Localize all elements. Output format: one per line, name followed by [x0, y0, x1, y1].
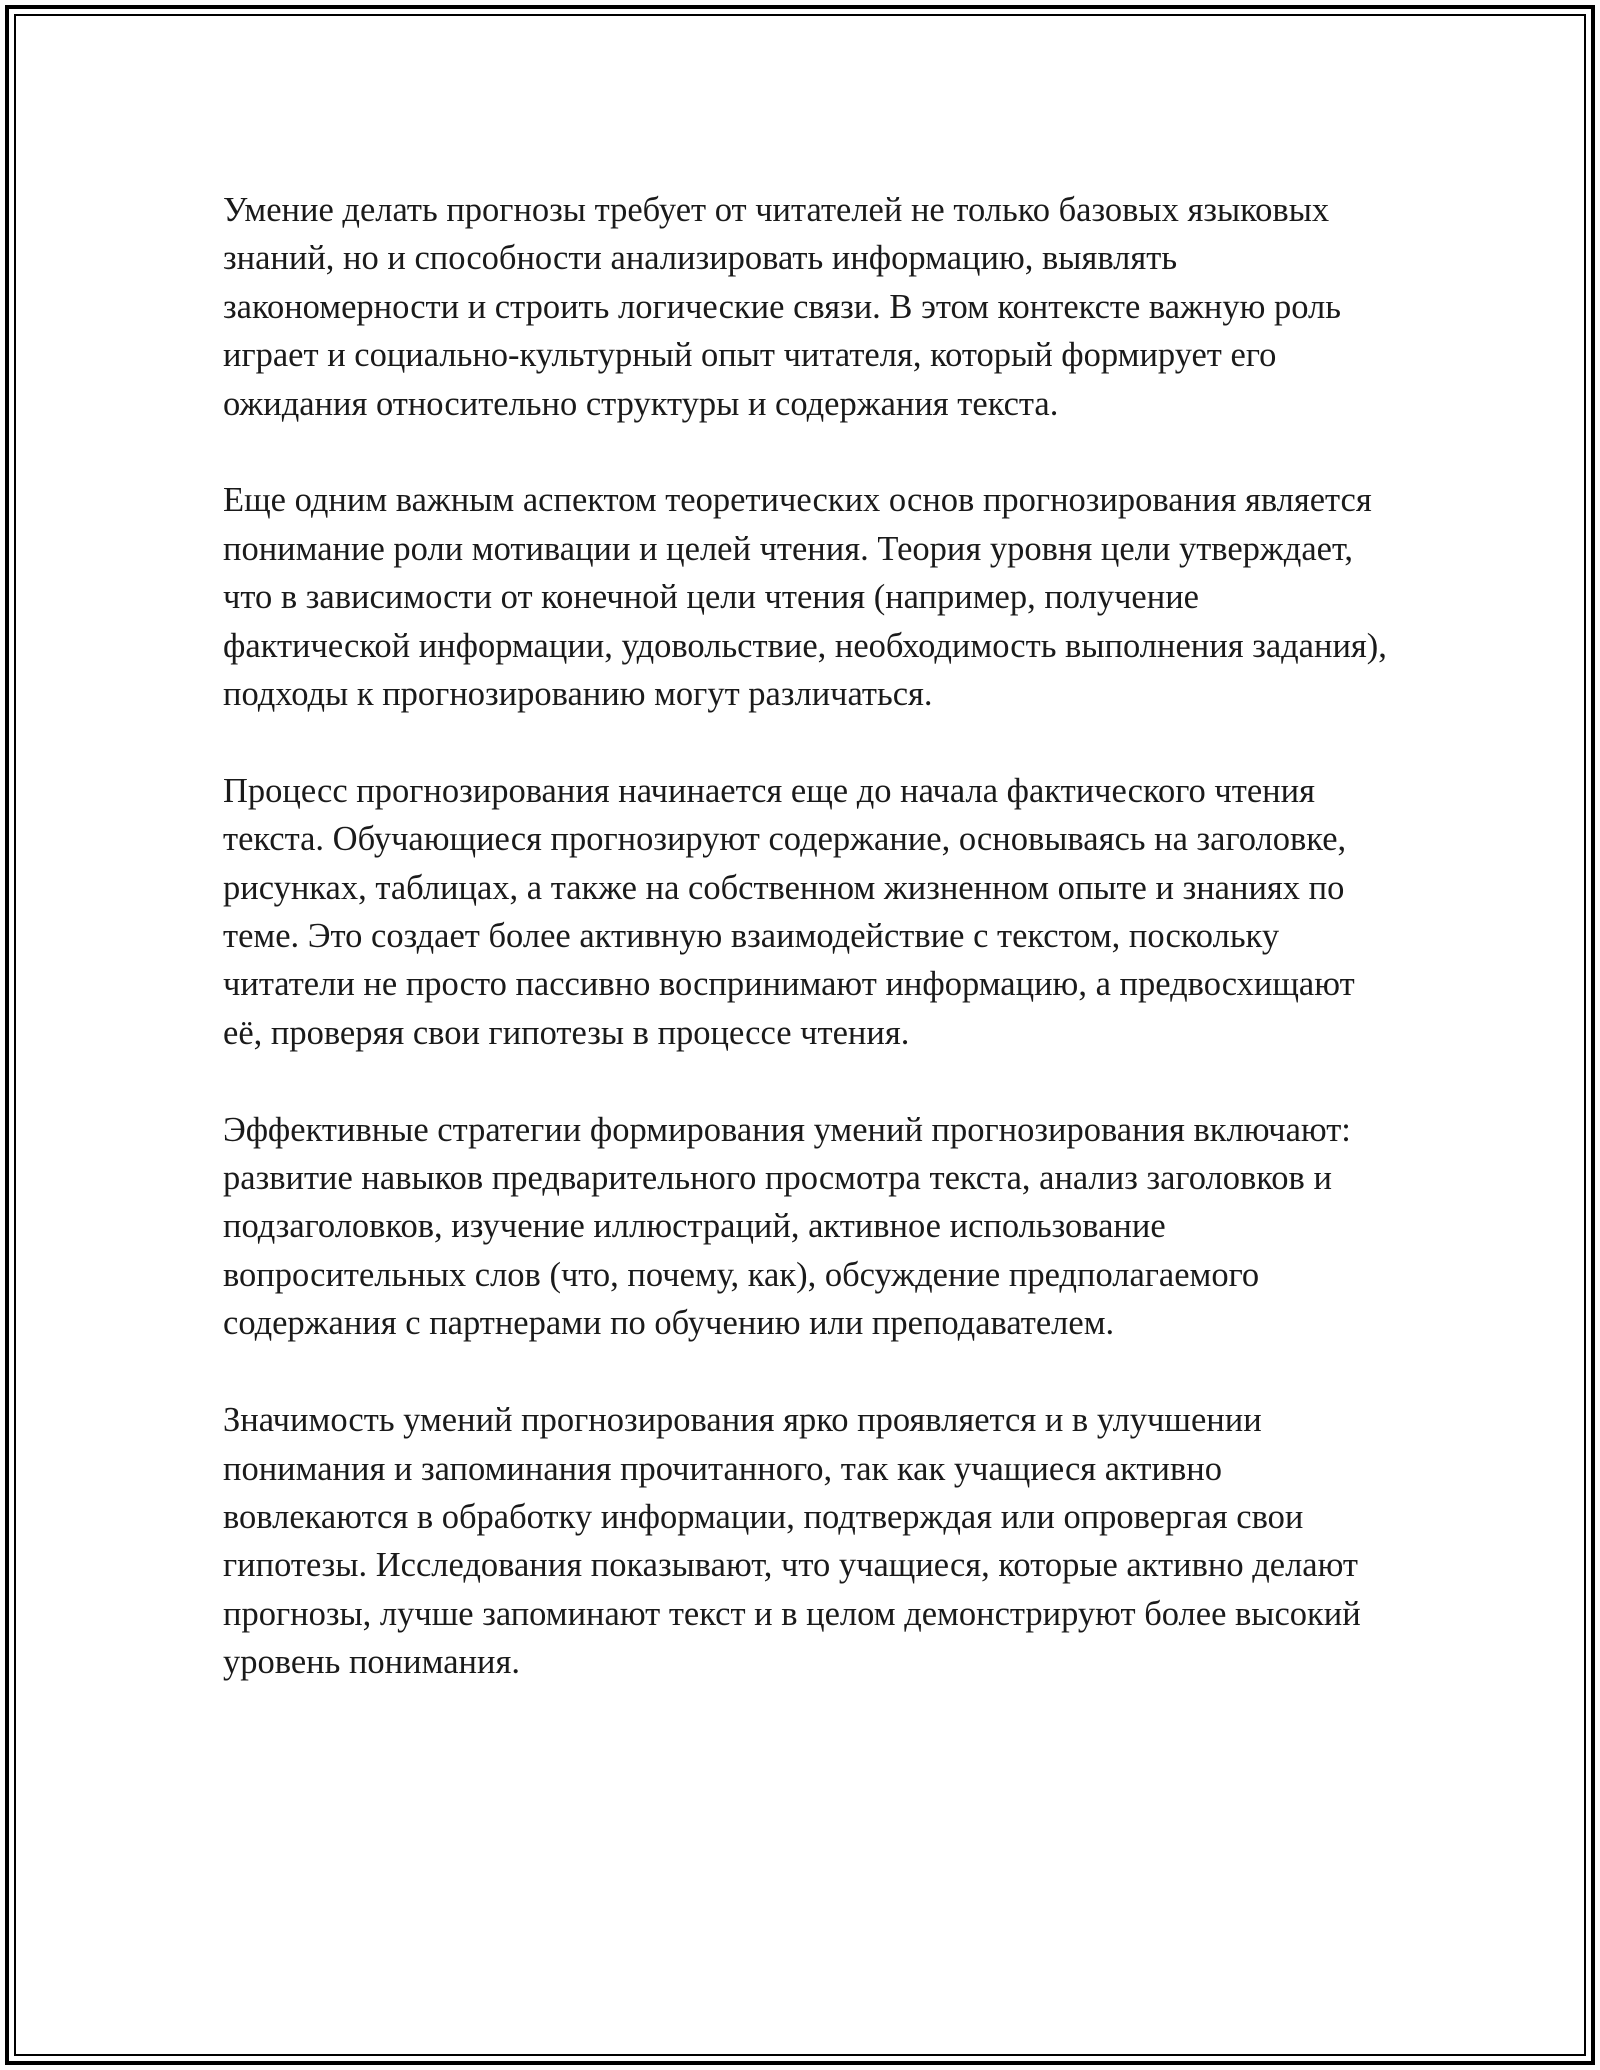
paragraph-4: Эффективные стратегии формирования умений прогнозирования включают: развитие навыков предварительного просмотра текста, анализ заголовков и подзаголовков, изучение иллюстраций, активное использование вопросительных слов (что, почему, как), обсуждение предполагаемого содержания с партнерами по обучению или преподавателем.	[223, 1110, 1351, 1343]
paragraph-1: Умение делать прогнозы требует от читателей не только базовых языковых знаний, но и способности анализировать информацию, выявлять закономерности и строить логические связи. В этом контексте важную роль играет и социально-культурный опыт читателя, который формирует его ожидания относительно структуры и содержания текста.	[223, 191, 1341, 423]
paragraph-5: Значимость умений прогнозирования ярко проявляется и в улучшении понимания и запоминания прочитанного, так как учащиеся активно вовлекаются в обработку информации, подтверждая или опровергая свои гипотезы. Исследования показывают, что учащиеся, которые активно делают прогнозы, лучше запоминают текст и в целом демонстрируют более высокий уровень понимания.	[223, 1401, 1361, 1682]
paragraph-2: Еще одним важным аспектом теоретических основ прогнозирования является понимание роли мотивации и целей чтения. Теория уровня цели утверждает, что в зависимости от конечной цели чтения (например, получение фактической информации, удовольствие, необходимость выполнения задания), подходы к прогнозированию могут различаться.	[223, 481, 1387, 714]
document-body	[223, 186, 1393, 1687]
paragraph-3: Процесс прогнозирования начинается еще до начала фактического чтения текста. Обучающиеся прогнозируют содержание, основываясь на заголовке, рисунках, таблицах, а также на собственном жизненном опыте и знаниях по теме. Это создает более активную взаимодействие с текстом, поскольку читатели не просто пассивно воспринимают информацию, а предвосхищают её, проверяя свои гипотезы в процессе чтения.	[223, 771, 1355, 1052]
